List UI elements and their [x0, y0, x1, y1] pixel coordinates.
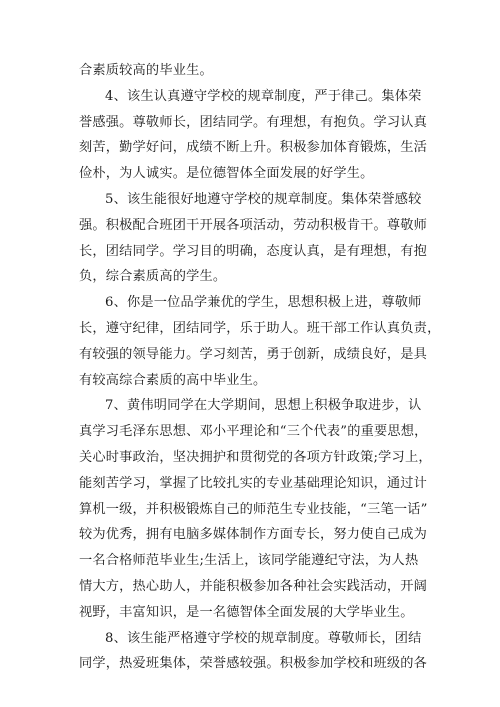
- text-line: 强。积极配合班团干开展各项活动，劳动积极肯干。尊敬师: [79, 217, 428, 233]
- text-line: 同学，热爱班集体，荣誉感较强。积极参加学校和班级的各: [79, 656, 428, 672]
- document-page: [79, 58, 441, 677]
- text-line: 合素质较高的毕业生。: [79, 63, 213, 78]
- text-line: 算机一级，并积极锻炼自己的师范生专业技能，“三笔一话”: [79, 501, 428, 517]
- text-line: 情大方，热心助人，并能积极参加各种社会实践活动，开阔: [79, 578, 428, 594]
- text-line: 关心时事政治，坚决拥护和贯彻党的各项方针政策;学习上，: [79, 449, 432, 465]
- text-line: 负，综合素质高的学生。: [79, 269, 227, 285]
- text-line: 俭朴，为人诚实。是位德智体全面发展的好学生。: [79, 166, 374, 182]
- text-line: 长，团结同学。学习目的明确，态度认真，是有理想，有抱: [79, 243, 428, 259]
- text-line: 较为优秀，拥有电脑多媒体制作方面专长，努力使自己成为: [79, 527, 428, 543]
- text-line: 4、该生认真遵守学校的规章制度，严于律己。集体荣: [105, 88, 422, 104]
- text-line: 7、黄伟明同学在大学期间，思想上积极争取进步，认: [105, 398, 422, 414]
- text-line: 6、你是一位品学兼优的学生，思想积极上进，尊敬师: [105, 295, 422, 311]
- text-line: 刻苦，勤学好问，成绩不断上升。积极参加体育锻炼，生活: [79, 140, 428, 156]
- text-line: 有较强的领导能力。学习刻苦，勇于创新，成绩良好，是具: [79, 346, 428, 362]
- text-line: 真学习毛泽东思想、邓小平理论和“三个代表”的重要思想，: [79, 424, 428, 440]
- text-line: 誉感强。尊敬师长，团结同学。有理想，有抱负。学习认真: [79, 114, 428, 130]
- text-line: 8、该生能严格遵守学校的规章制度。尊敬师长，团结: [105, 630, 422, 646]
- text-line: 5、该生能很好地遵守学校的规章制度。集体荣誉感较: [105, 191, 422, 207]
- text-line: 有较高综合素质的高中毕业生。: [79, 372, 267, 388]
- text-line: 能刻苦学习，掌握了比较扎实的专业基础理论知识，通过计: [79, 475, 428, 491]
- text-line: 长，遵守纪律，团结同学，乐于助人。班干部工作认真负责，: [79, 320, 441, 336]
- text-line: 一名合格师范毕业生;生活上，该同学能遵纪守法，为人热: [79, 553, 419, 569]
- text-line: 视野，丰富知识，是一名德智体全面发展的大学毕业生。: [79, 604, 414, 620]
